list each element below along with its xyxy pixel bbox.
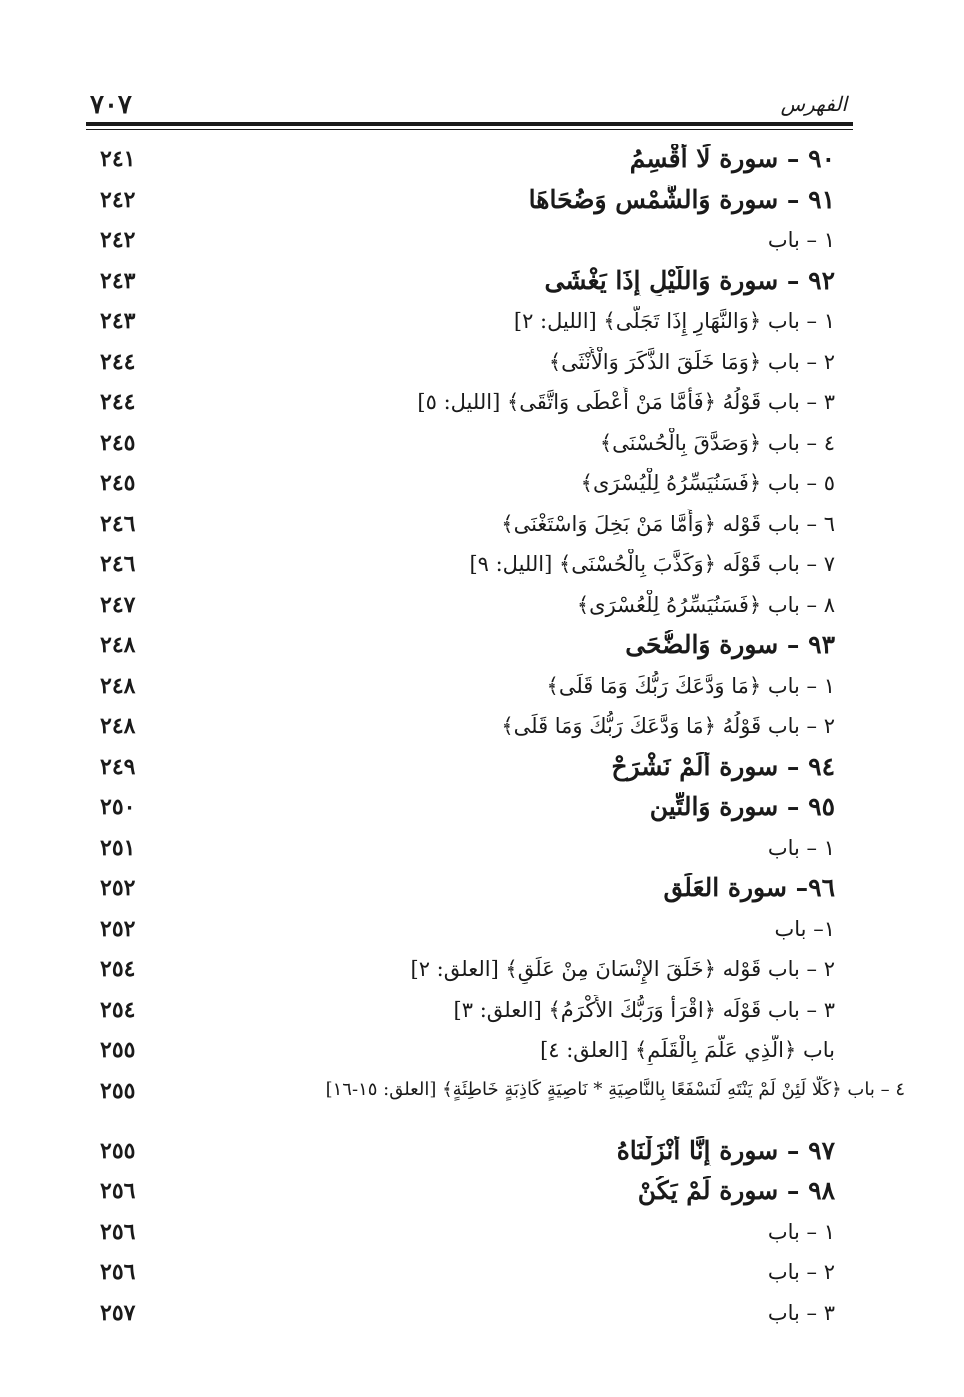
toc-entry (86, 829, 853, 870)
entry-title: ٣ – باب قَوْلُهُ ﴿فَأَمَّا مَنْ أَعْطَى وَاتَّقَى﴾ [الليل: ٥] (417, 390, 835, 414)
entry-page: ٢٤١ (100, 146, 136, 172)
entry-page: ٢٤٥ (100, 429, 136, 456)
entry-page: ٢٤٦ (100, 510, 136, 537)
entry-title: ٥ – باب ﴿فَسَنُيَسِّرُهُ لِلْيُسْرَى﴾ (580, 471, 835, 495)
toc-entry (86, 788, 853, 829)
entry-title: ٨ – باب ﴿فَسَنُيَسِّرُهُ لِلْعُسْرَى﴾ (576, 592, 835, 617)
entry-title: ١ – باب ﴿مَا وَدَّعَكَ رَبُّكَ وَمَا قَلَى﴾ (546, 673, 835, 698)
entry-title: ٩٨ – سورة لَمْ يَكُنْ (637, 1176, 835, 1205)
entry-title: ١ – باب (767, 228, 835, 252)
entry-page: ٢٤٦ (100, 551, 136, 577)
entry-page: ٢٤٣ (100, 308, 136, 334)
toc-entry (86, 343, 853, 384)
entry-title: ٤ – باب ﴿وَصَدَّقَ بِالْحُسْنَى﴾ (599, 430, 835, 455)
entry-page: ٢٤٢ (100, 227, 136, 253)
page-number: ٧٠٧ (90, 90, 132, 120)
toc-entry (86, 424, 853, 465)
toc-list (86, 140, 905, 1334)
entry-title: ١ – باب (767, 835, 835, 860)
entry-title: ١ – باب ﴿وَالنَّهَارِ إِذَا تَجَلَّى﴾ [الليل: ٢] (513, 309, 835, 333)
entry-page: ٢٥١ (100, 834, 136, 861)
toc-entry (86, 707, 853, 748)
entry-page: ٢٥٥ (100, 1077, 136, 1104)
toc-entry (86, 667, 853, 708)
entry-page: ٢٤٨ (100, 713, 136, 739)
entry-title: ٢ – باب قَوْلُهُ ﴿مَا وَدَّعَكَ رَبُّكَ وَمَا قَلَى﴾ (501, 714, 835, 738)
entry-title: ٩٢ – سورة وَاللَّيْلِ إِذَا يَغْشَى (544, 265, 835, 295)
toc-entry (86, 1253, 853, 1294)
entry-page: ٢٥٥ (100, 1037, 136, 1063)
entry-page: ٢٤٨ (100, 632, 136, 658)
toc-entry (86, 221, 853, 262)
entry-title: ٢ – باب قَوْله ﴿خَلَقَ الإِنْسَانَ مِنْ عَلَقٍ﴾ [العلق: ٢] (410, 957, 835, 981)
entry-page: ٢٤٣ (100, 267, 136, 294)
toc-entry (86, 383, 853, 424)
toc-entry (86, 910, 853, 951)
entry-page: ٢٤٥ (100, 470, 136, 496)
toc-entry (86, 545, 853, 586)
entry-page: ٢٥٢ (100, 875, 136, 901)
toc-entry (86, 181, 853, 222)
toc-entry (86, 505, 853, 546)
entry-title: ٢ – باب (767, 1260, 835, 1284)
toc-entry (86, 1132, 853, 1173)
toc-entry (86, 140, 853, 181)
entry-title: ٩٠ – سورة لَا أُقْسِمُ (629, 144, 835, 173)
entry-title: ٩٧ – سورة إِنَّا أَنْزَلْنَاهُ (616, 1135, 835, 1165)
entry-title: ٣ – باب (767, 1300, 835, 1325)
running-head: الفهرس (780, 92, 847, 116)
entry-page: ٢٥٦ (100, 1259, 136, 1285)
entry-page: ٢٤٩ (100, 753, 136, 780)
entry-title: باب ﴿الَّذِي عَلَّمَ بِالْقَلَمِ﴾ [العلق: ٤] (540, 1038, 835, 1062)
entry-title: ٩٥ – سورة وَالتِّينِ (649, 792, 835, 821)
entry-title: ١ – باب (767, 1219, 835, 1244)
entry-title: ٣ – باب قَوْلَه ﴿اقْرَأْ وَرَبُّكَ الأَكْرَمُ﴾ [العلق: ٣] (453, 997, 835, 1022)
entry-page: ٢٤٤ (100, 389, 136, 415)
toc-entry (86, 1072, 905, 1132)
entry-page: ٢٥٤ (100, 956, 136, 982)
toc-entry (86, 262, 853, 303)
entry-title: ٧ – باب قَوْلَه ﴿وَكَذَّبَ بِالْحُسْنَى﴾ [الليل: ٩] (469, 552, 835, 576)
header-rule-thick (86, 122, 853, 126)
entry-page: ٢٥٠ (100, 794, 136, 820)
entry-title: ١– باب (774, 916, 835, 941)
entry-page: ٢٥٥ (100, 1137, 136, 1164)
entry-title: ٦ – باب قَوْله ﴿وَأَمَّا مَنْ بَخِلَ وَاسْتَغْنَى﴾ (501, 511, 835, 536)
entry-page: ٢٥٦ (100, 1218, 136, 1245)
toc-entry (86, 748, 853, 789)
entry-page: ٢٤٧ (100, 591, 136, 618)
entry-title: ٤ – باب ﴿كَلَّا لَئِنْ لَمْ يَنْتَهِ لَنَسْفَعًا بِالنَّاصِيَةِ * نَاصِيَةٍ كَاذِبَةٍ خَاطِئَةٍ﴾ [العلق: ١٥-١٦] (325, 1078, 905, 1100)
toc-entry (86, 991, 853, 1032)
entry-page: ٢٤٤ (100, 348, 136, 375)
entry-page: ٢٥٧ (100, 1299, 136, 1326)
toc-entry (86, 869, 853, 910)
entry-title: ٩١ – سورة وَالشَّمْسِ وَضُحَاهَا (528, 184, 835, 214)
entry-title: ٩٣ – سورة وَالضُّحَى (625, 630, 835, 659)
toc-entry (86, 464, 853, 505)
entry-title: ٩٦– سورة العَلَق (663, 873, 835, 902)
toc-entry (86, 950, 853, 991)
entry-page: ٢٤٢ (100, 186, 136, 213)
toc-entry (86, 1294, 853, 1335)
entry-page: ٢٥٢ (100, 915, 136, 942)
toc-entry (86, 1031, 853, 1072)
toc-entry (86, 626, 853, 667)
toc-entry (86, 1172, 853, 1213)
toc-entry (86, 1213, 853, 1254)
toc-entry (86, 302, 853, 343)
entry-page: ٢٥٦ (100, 1178, 136, 1204)
page-header (86, 90, 853, 122)
toc-entry (86, 586, 853, 627)
entry-page: ٢٤٨ (100, 672, 136, 699)
header-rule-thin (86, 129, 853, 130)
entry-page: ٢٥٤ (100, 996, 136, 1023)
entry-title: ٩٤ – سورة أَلَمْ نَشْرَحْ (611, 751, 835, 781)
entry-title: ٢ – باب ﴿وَمَا خَلَقَ الذَّكَرَ وَالْأُنْثَى﴾ (548, 349, 835, 374)
